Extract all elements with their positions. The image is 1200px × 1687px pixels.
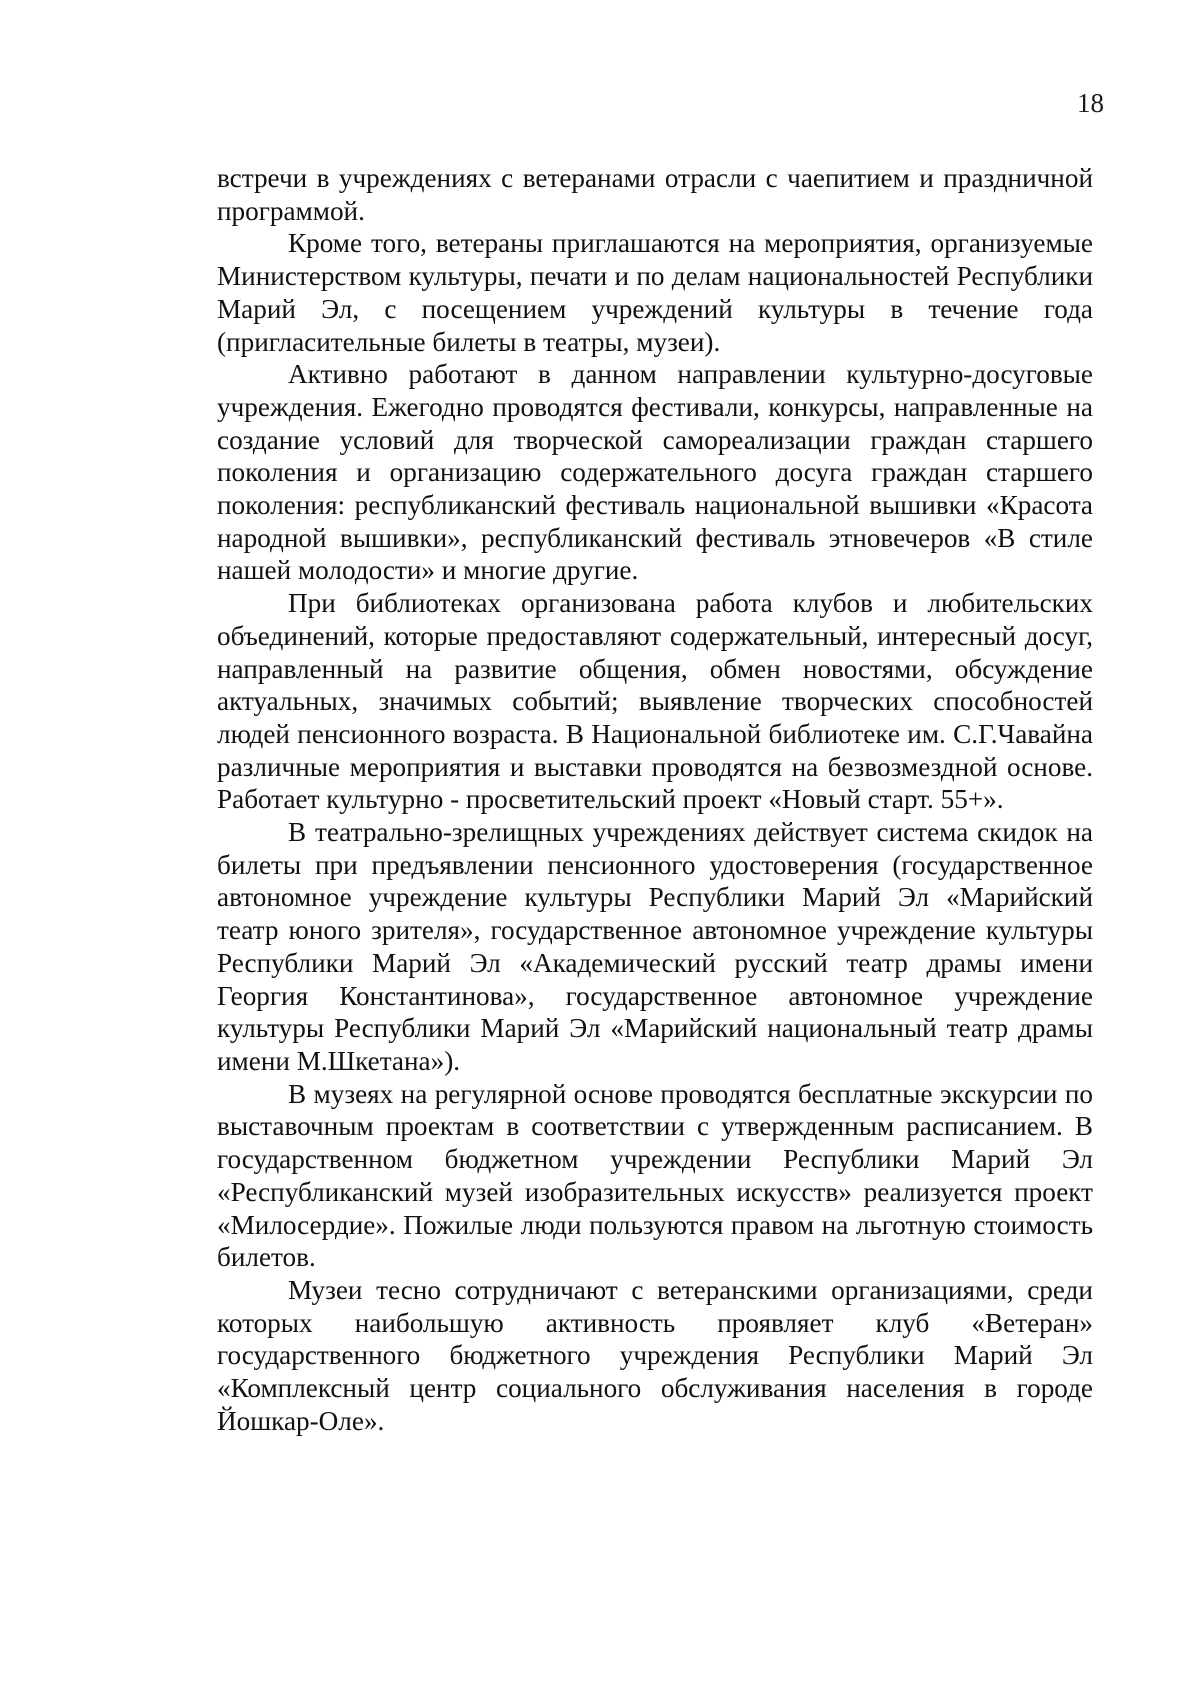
paragraph-libraries: При библиотеках организована работа клубов и любительских объединений, которые предоставляют содержательный, интересный досуг, направленный на развитие общения, обмен новостями, обсуждение актуальных, значимых событий; выявление творческих способностей людей пенсионного возраста. В Национальной библиотеке им. С.Г.Чавайна различные мероприятия и выставки проводятся на безвозмездной основе. Работает культурно - просветительский проект «Новый старт. 55+». xyxy=(217,588,1093,815)
document-body xyxy=(217,162,1093,1437)
paragraph-museum-cooperation: Музеи тесно сотрудничают с ветеранскими организациями, среди которых наибольшую активность проявляет клуб «Ветеран» государственного бюджетного учреждения Республики Марий Эл «Комплексный центр социального обслуживания населения в городе Йошкар-Оле». xyxy=(217,1274,1093,1436)
paragraph-museums: В музеях на регулярной основе проводятся бесплатные экскурсии по выставочным проектам в соответствии с утвержденным расписанием. В государственном бюджетном учреждении Республики Марий Эл «Республиканский музей изобразительных искусств» реализуется проект «Милосердие». Пожилые люди пользуются правом на льготную стоимость билетов. xyxy=(217,1078,1093,1273)
page-number: 18 xyxy=(1077,88,1104,118)
paragraph-cultural-leisure: Активно работают в данном направлении культурно-досуговые учреждения. Ежегодно проводятся фестивали, конкурсы, направленные на создание условий для творческой самореализации граждан старшего поколения и организацию содержательного досуга граждан старшего поколения: республиканский фестиваль национальной вышивки «Красота народной вышивки», республиканский фестиваль этновечеров «В стиле нашей молодости» и многие другие. xyxy=(217,359,1093,586)
paragraph-continuation: встречи в учреждениях с ветеранами отрасли с чаепитием и праздничной программой. xyxy=(217,163,1093,226)
paragraph-theatres: В театрально-зрелищных учреждениях действует система скидок на билеты при предъявлении пенсионного удостоверения (государственное автономное учреждение культуры Республики Марий Эл «Марийский театр юного зрителя», государственное автономное учреждение культуры Республики Марий Эл «Академический русский театр драмы имени Георгия Константинова», государственное автономное учреждение культуры Республики Марий Эл «Марийский национальный театр драмы имени М.Шкетана»). xyxy=(217,817,1093,1076)
paragraph-veterans-events: Кроме того, ветераны приглашаются на мероприятия, организуемые Министерством культуры, печати и по делам национальностей Республики Марий Эл, с посещением учреждений культуры в течение года (пригласительные билеты в театры, музеи). xyxy=(217,228,1093,357)
